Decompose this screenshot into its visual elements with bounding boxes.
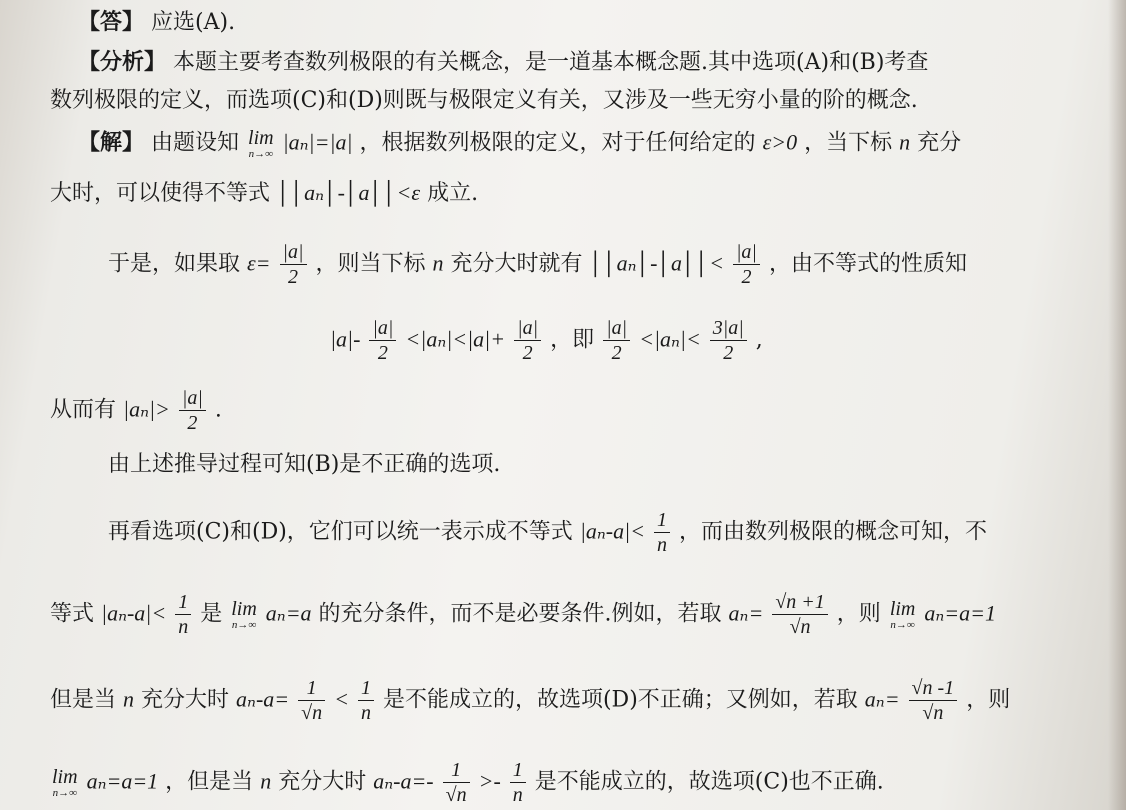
math-n: n xyxy=(432,250,444,276)
fraction-a-over-2: $\frac{|a|}{2}$ xyxy=(179,386,206,435)
display-inequality: |a|- $\frac{|a|}{2}$ <|aₙ|<|a|+ $\frac{|a|}{2}$ ，即 $\frac{|a|}{2}$ <|aₙ|< $\frac{3|a|}{2}$ , xyxy=(330,317,763,364)
fraction-1-over-n: $\frac{1}{n}$ xyxy=(175,590,191,639)
fraction-1-over-n: $\frac{1}{n}$ xyxy=(510,758,526,807)
line-9: 但是当 n 充分大时 aₙ-a= $\frac{1}{√n}$ < $\frac{1}{n}$ 是不能成立的，故选项(D)不正确；又例如，若取 aₙ= $\frac{√n -1}{√n}$ ，则 xyxy=(50,677,1011,724)
l3-text-d: ，由不等式的性质知 xyxy=(768,251,967,277)
math-eps-eq: ε= xyxy=(247,250,271,276)
sol1-text-b: ，根据数列极限的定义，对于任何给定的 xyxy=(359,130,756,156)
math-diff-lt: ││aₙ│-│a││< xyxy=(589,250,724,276)
fraction-a-over-2: $\frac{|a|}{2}$ xyxy=(369,316,396,365)
limit-expression: lim n→∞ xyxy=(889,598,916,631)
solution-line-2 xyxy=(50,178,1126,209)
line-10: lim n→∞ aₙ=a=1 ，但是当 n 充分大时 aₙ-a=- $\frac{1}{√n}$ >- $\frac{1}{n}$ 是不能成立的，故选项(C)也不正确. xyxy=(52,759,884,806)
math-n: n xyxy=(899,129,911,155)
solution-tag: 【解】 xyxy=(78,130,145,156)
l3-text-c: 充分大时就有 xyxy=(450,251,583,277)
answer-line xyxy=(78,8,1126,38)
sol2-text-a: 大时，可以使得不等式 xyxy=(50,181,271,206)
line-8: 等式 |aₙ-a|< $\frac{1}{n}$ 是 lim n→∞ aₙ=a 的充分条件，而不是必要条件.例如，若取 aₙ= $\frac{√n +1}{√n}$ ，则 lim n→∞ aₙ=a=1 xyxy=(50,591,996,638)
fraction-a-over-2: $\frac{|a|}{2}$ xyxy=(603,316,630,365)
sol1-text-d: 充分 xyxy=(917,130,962,156)
analysis-tag: 【分析】 xyxy=(78,50,167,75)
fraction-a-over-2: $\frac{|a|}{2}$ xyxy=(733,240,760,289)
fraction-a-over-2: $\frac{|a|}{2}$ xyxy=(280,240,307,289)
fraction-1-over-sqrtn: $\frac{1}{√n}$ xyxy=(298,676,325,725)
analysis-line-2 xyxy=(50,86,1126,116)
line-6: 由上述推导过程可知(B)是不正确的选项. xyxy=(108,452,501,477)
math-eps-gt0: ε>0 xyxy=(762,129,798,155)
limit-expression: lim n→∞ xyxy=(52,766,78,799)
l3-text-b: ，则当下标 xyxy=(315,251,426,277)
sol1-text-a: 由题设知 xyxy=(151,130,240,156)
fraction-1-over-sqrtn: $\frac{1}{√n}$ xyxy=(443,758,470,807)
fraction-sqrtn-plus-1-over-sqrtn: $\frac{√n +1}{√n}$ xyxy=(772,590,827,639)
math-abs-eq: |aₙ|=|a| xyxy=(282,129,353,155)
fraction-3a-over-2: $\frac{3|a|}{2}$ xyxy=(710,316,747,365)
sol1-text-c: ，当下标 xyxy=(804,130,893,156)
fraction-sqrtn-minus-1-over-sqrtn: $\frac{√n -1}{√n}$ xyxy=(909,676,958,725)
answer-tag: 【答】 xyxy=(78,10,145,35)
fraction-1-over-n: $\frac{1}{n}$ xyxy=(358,676,374,725)
l5-text-a: 从而有 xyxy=(50,397,117,423)
analysis-text-1: 本题主要考查数列极限的有关概念，是一道基本概念题.其中选项(A)和(B)考查 xyxy=(173,50,929,75)
fraction-a-over-2: $\frac{|a|}{2}$ xyxy=(514,316,541,365)
limit-expression: lim n→∞ xyxy=(248,127,274,160)
sol2-text-b: 成立. xyxy=(427,181,479,206)
analysis-line-1 xyxy=(78,48,1126,78)
line-7: 再看选项(C)和(D)，它们可以统一表示成不等式 |aₙ-a|< $\frac{1}{n}$ ，而由数列极限的概念可知，不 xyxy=(108,509,988,556)
fraction-1-over-n: $\frac{1}{n}$ xyxy=(654,508,670,557)
line-5: 从而有 |aₙ|> $\frac{|a|}{2}$ . xyxy=(50,387,222,434)
l3-text-a: 于是，如果取 xyxy=(108,251,241,277)
limit-expression: lim n→∞ xyxy=(231,598,257,631)
line-3 xyxy=(108,240,1126,289)
solution-line-1 xyxy=(78,127,1126,160)
math-ineq-eps: ││aₙ│-│a││<ε xyxy=(277,180,421,205)
analysis-text-2: 数列极限的定义，而选项(C)和(D)则既与极限定义有关，又涉及一些无穷小量的阶的概念. xyxy=(50,88,918,113)
answer-text: 应选(A). xyxy=(151,10,236,35)
page-edge-shadow xyxy=(1108,0,1126,810)
